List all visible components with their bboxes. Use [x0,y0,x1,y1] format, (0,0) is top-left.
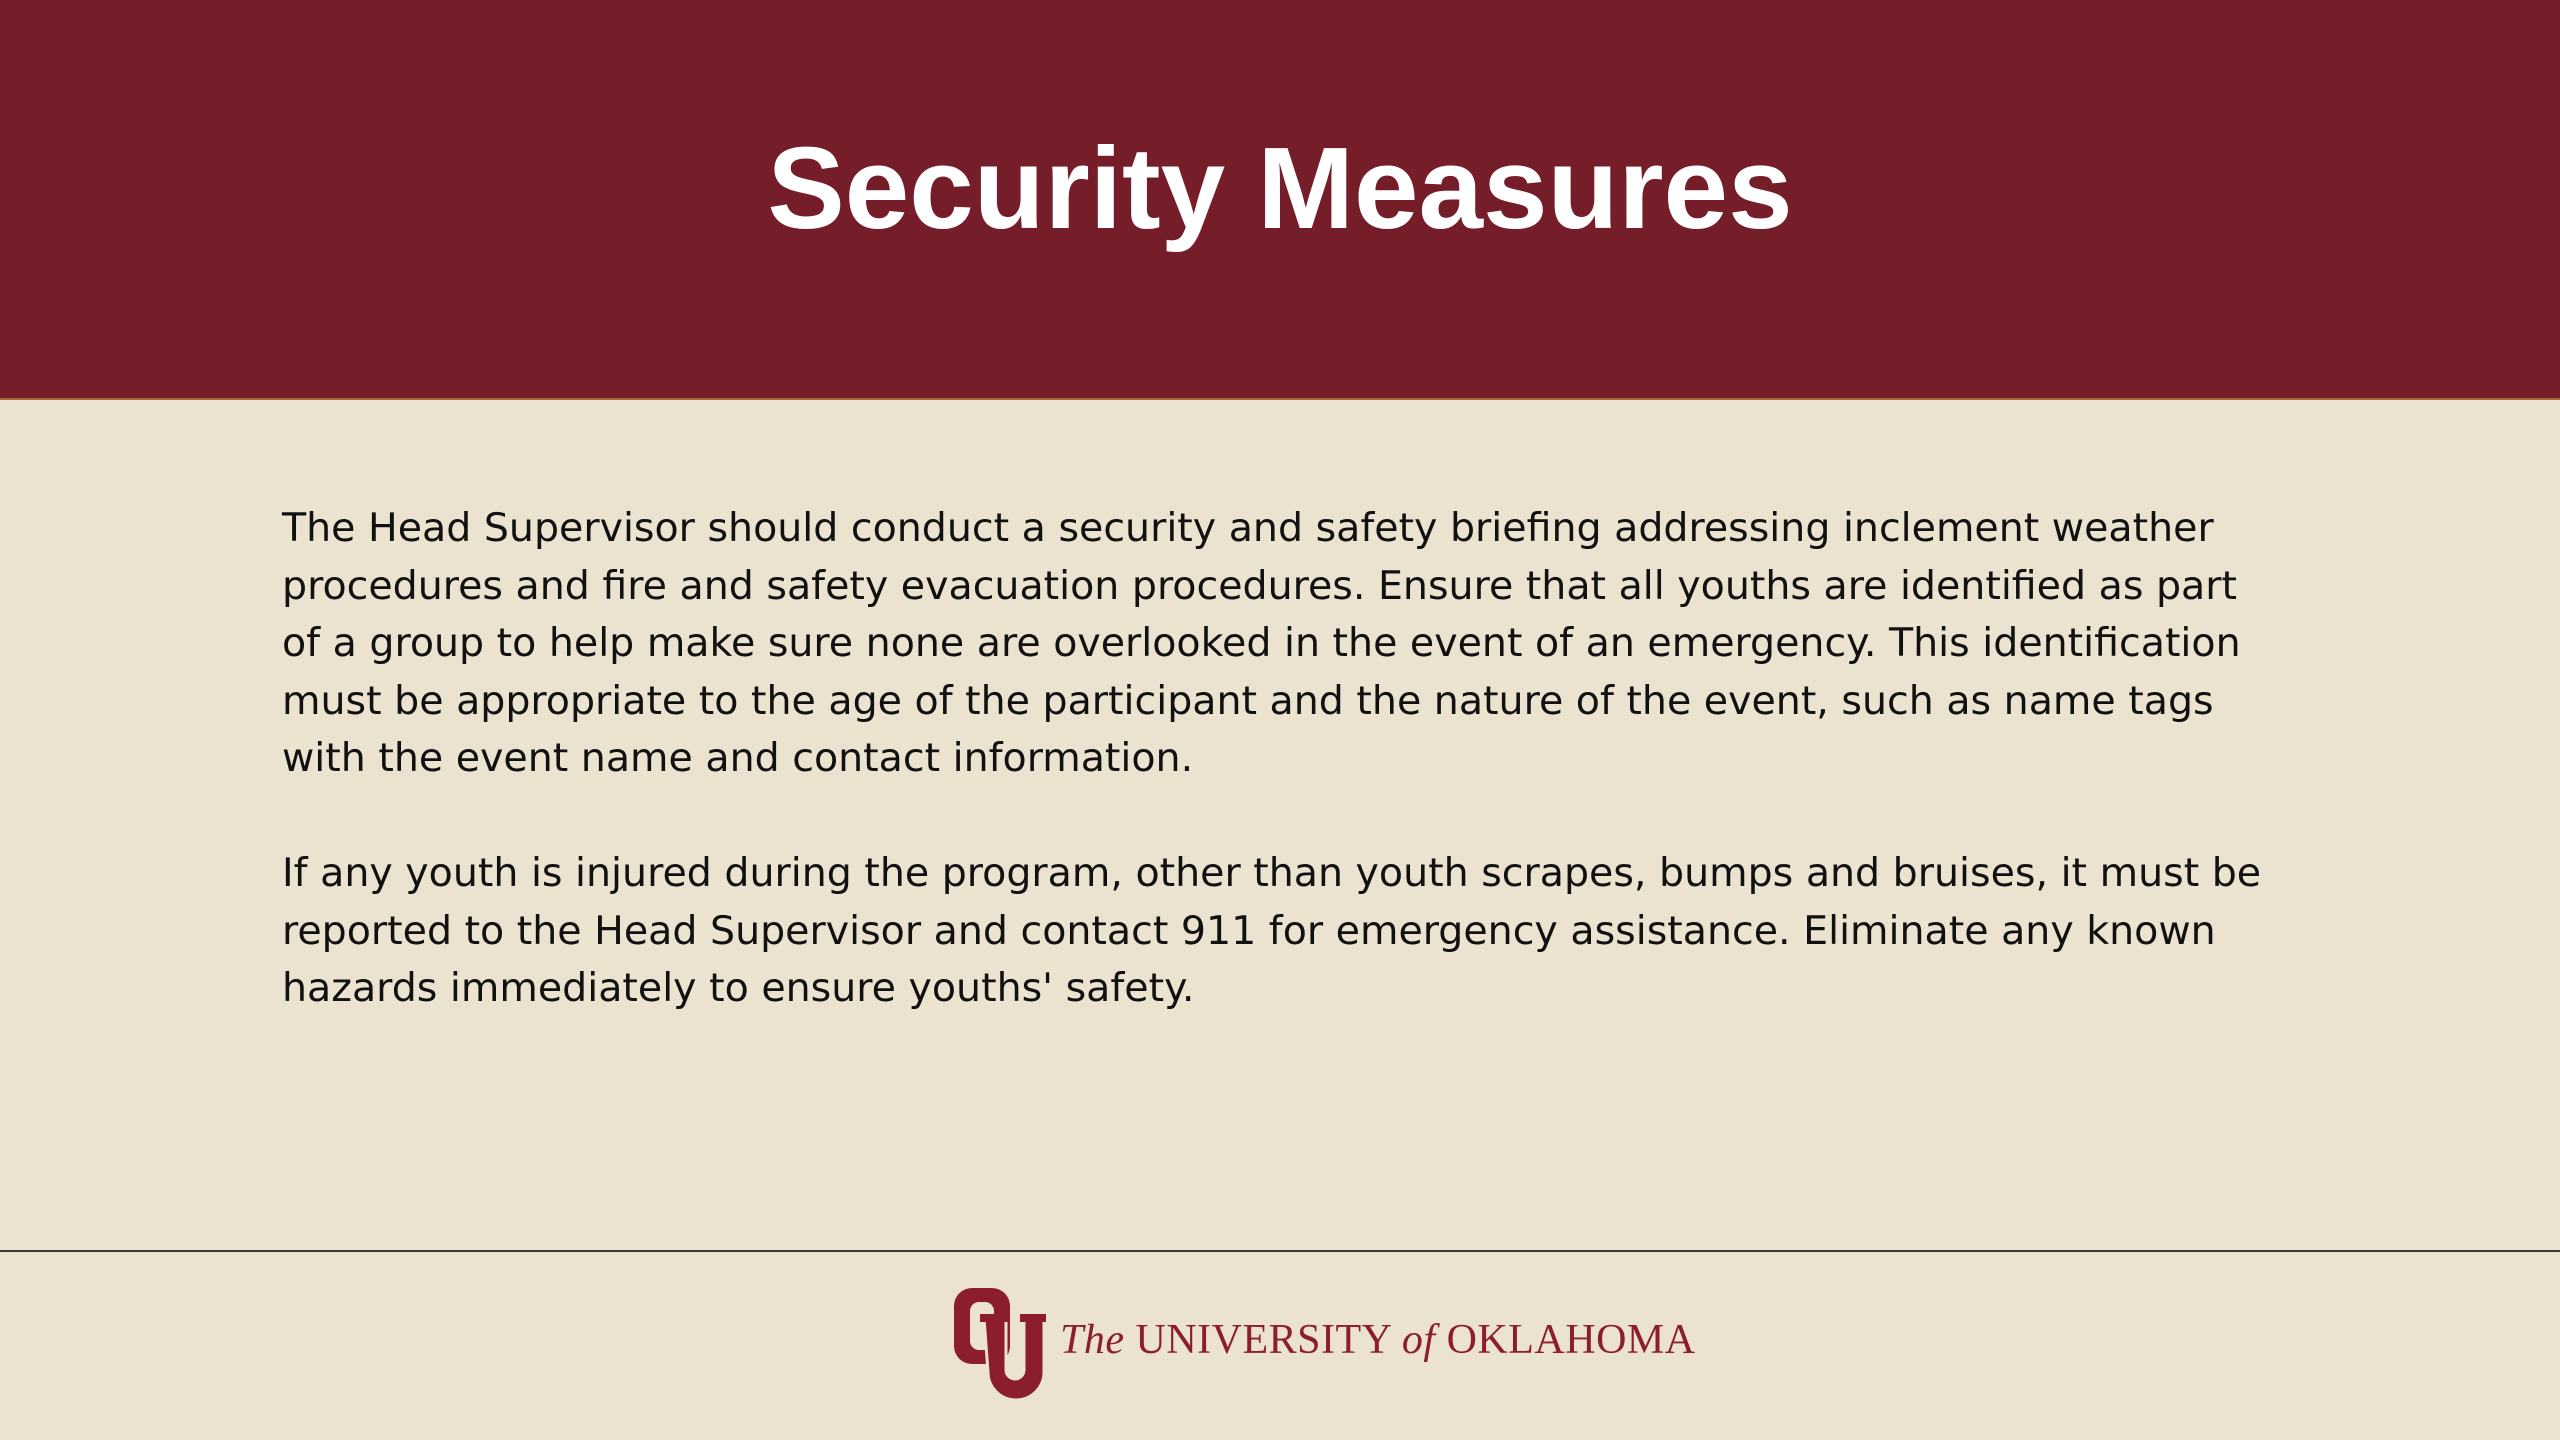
wordmark-university: UNIVERSITY [1135,1317,1391,1363]
wordmark-of: of [1401,1317,1436,1363]
paragraph-security-briefing: The Head Supervisor should conduct a security and safety briefing addressing inclement weather procedures and fire and safety evacuation procedures. Ensure that all youths are identified as part of a group to help make sure none are overlooked in the event of an emergency. This identification must be appropriate to the age of the participant and the nature of the event, such as name tags with the event name and contact information. [282,505,2241,781]
footer-divider [0,1250,2560,1252]
slide-header [0,0,2560,400]
wordmark-oklahoma: OKLAHOMA [1446,1317,1696,1363]
slide-title: Security Measures [767,123,1793,253]
slide-body [282,500,2282,1075]
wordmark-the: The [1060,1317,1125,1363]
paragraph-injury-reporting: If any youth is injured during the program, other than youth scrapes, bumps and bruises, it must be reported to the Head Supervisor and contact 911 for emergency assistance. Eliminate any known hazards immediately to ensure youths' safety. [282,850,2262,1011]
university-wordmark [1060,1316,1696,1364]
university-logo [950,1284,1696,1404]
ou-logo-icon [950,1284,1046,1404]
